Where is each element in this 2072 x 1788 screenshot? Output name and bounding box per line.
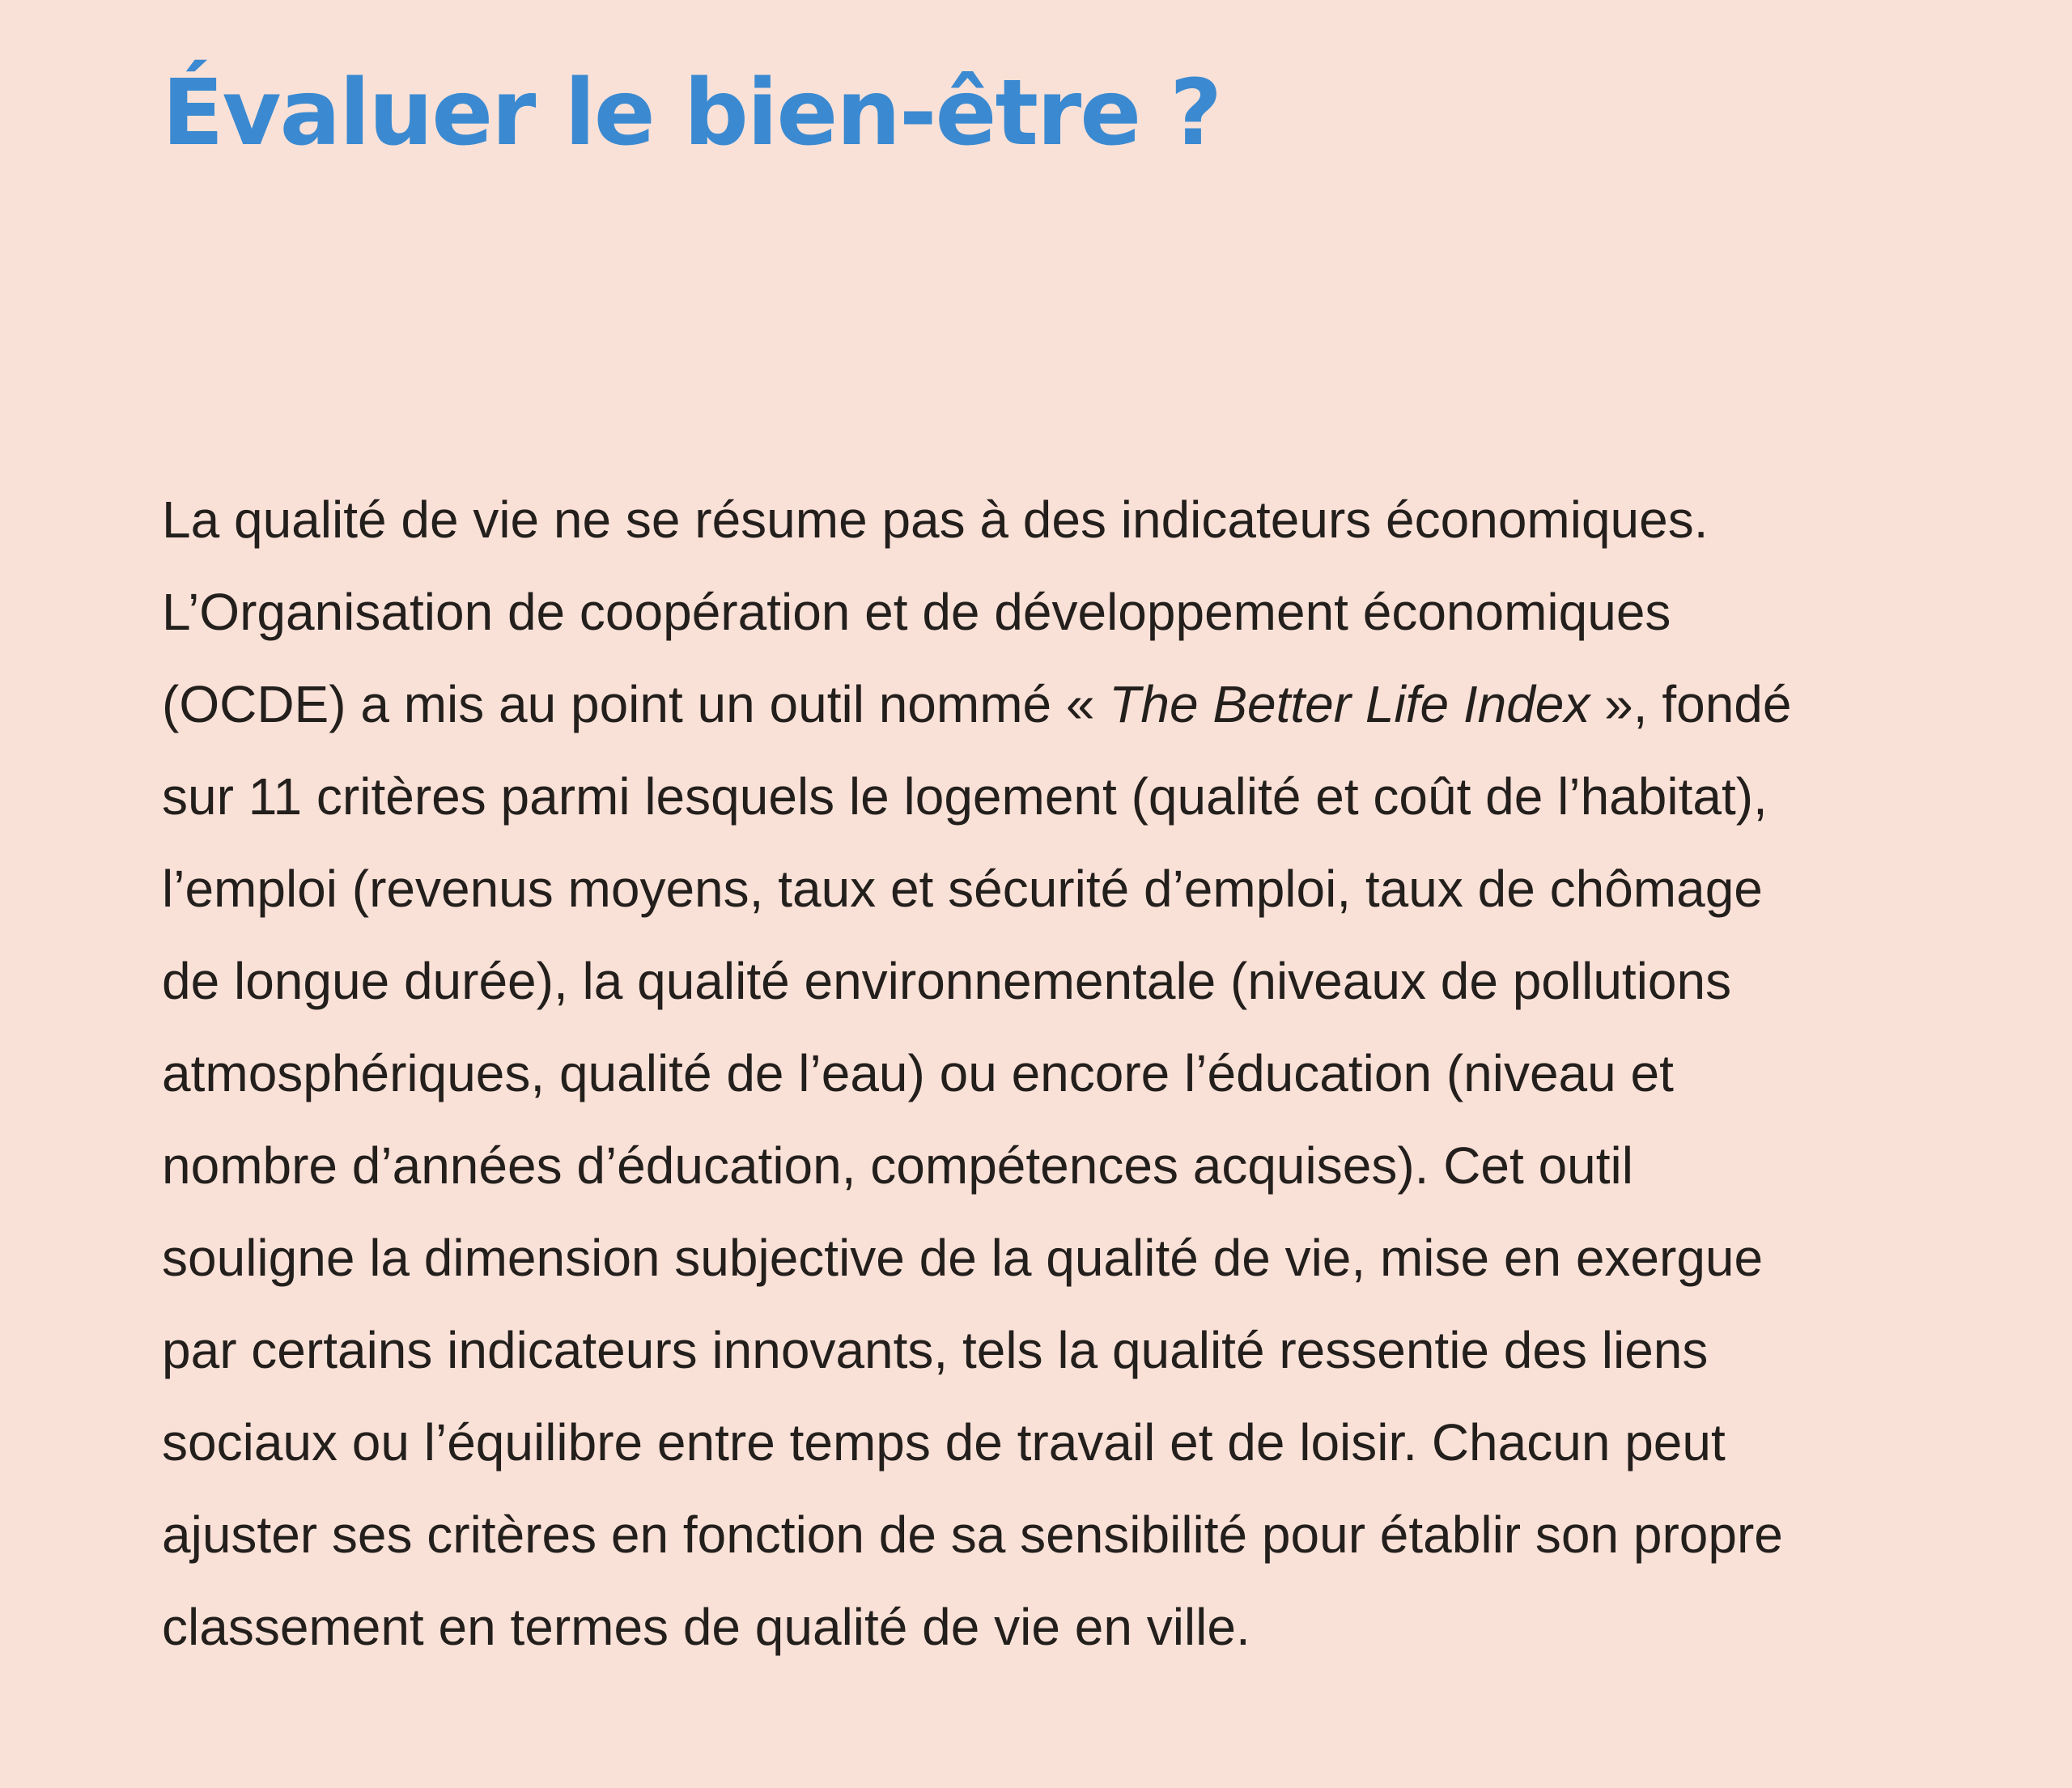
text-line: l’emploi (revenus moyens, taux et sécurité d’emploi, taux de chômage xyxy=(162,860,1763,918)
text-line: La qualité de vie ne se résume pas à des indicateurs économiques. xyxy=(162,491,1709,549)
text-line: sur 11 critères parmi lesquels le logement (qualité et coût de l’habitat), xyxy=(162,767,1768,826)
text-line: par certains indicateurs innovants, tels la qualité ressentie des liens xyxy=(162,1321,1709,1379)
text-segment: (OCDE) a mis au point un outil nommé « xyxy=(162,675,1110,733)
text-line: souligne la dimension subjective de la qualité de vie, mise en exergue xyxy=(162,1229,1764,1287)
text-line xyxy=(162,658,1975,750)
text-line: de longue durée), la qualité environnementale (niveaux de pollutions xyxy=(162,952,1732,1010)
text-line: L’Organisation de coopération et de développement économiques xyxy=(162,583,1671,641)
index-name-italic: The Better Life Index xyxy=(1109,675,1590,733)
body-paragraph xyxy=(162,474,1975,1673)
text-line: sociaux ou l’équilibre entre temps de travail et de loisir. Chacun peut xyxy=(162,1413,1726,1472)
text-line: ajuster ses critères en fonction de sa sensibilité pour établir son propre xyxy=(162,1506,1783,1564)
text-segment: », fondé xyxy=(1590,675,1792,733)
page-title: Évaluer le bien-être ? xyxy=(162,61,1221,166)
text-line: atmosphériques, qualité de l’eau) ou encore l’éducation (niveau et xyxy=(162,1044,1674,1102)
text-line: nombre d’années d’éducation, compétences acquises). Cet outil xyxy=(162,1136,1633,1195)
text-line: classement en termes de qualité de vie en ville. xyxy=(162,1598,1250,1656)
